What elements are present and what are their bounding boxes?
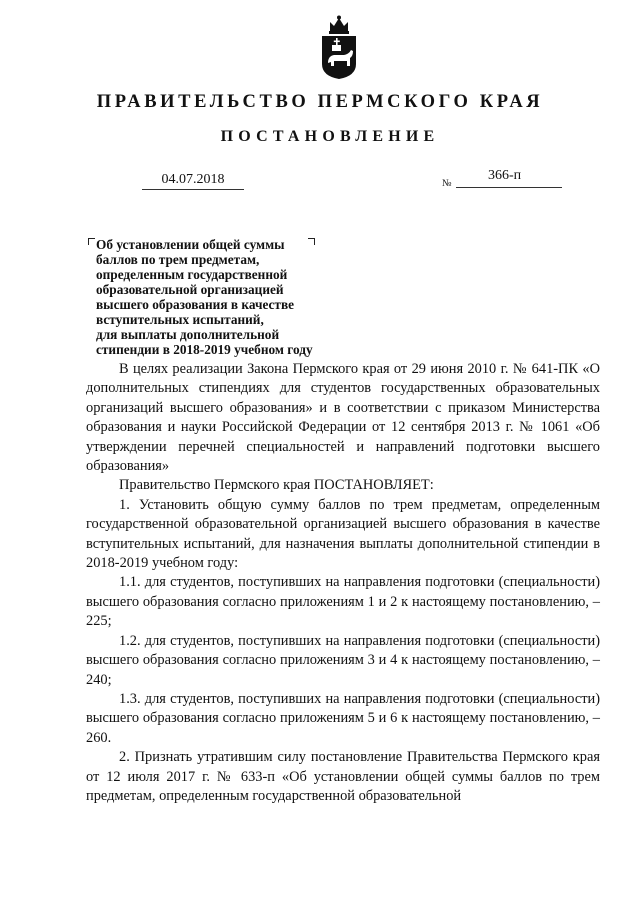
body-paragraph: 1. Установить общую сумму баллов по трем предметам, определенным государственной образовательной организацией высшего образования в качестве вступительных испытаний, для назначения выплаты дополнительной стипендии в 2018-2019 учебном году: [86, 496, 600, 572]
coat-of-arms-icon [318, 14, 360, 80]
subject-line: Об установлении общей суммы [96, 237, 285, 252]
subject-line: стипендии в 2018-2019 учебном году [96, 342, 313, 357]
body-paragraph: 1.2. для студентов, поступивших на направления подготовки (специальности) высшего образования согласно приложениям 3 и 4 к настоящему постановлению, – 240; [86, 632, 600, 688]
document-number: 366-п [488, 168, 522, 183]
subject-line: высшего образования в качестве [96, 297, 295, 312]
subject-line: образовательной организацией [96, 282, 284, 297]
government-title: ПРАВИТЕЛЬСТВО ПЕРМСКОГО КРАЯ [96, 92, 544, 112]
body-paragraph: Правительство Пермского края ПОСТАНОВЛЯЕТ: [119, 477, 434, 494]
body-paragraph: 1.1. для студентов, поступивших на направления подготовки (специальности) высшего образования согласно приложениям 1 и 2 к настоящему постановлению, – 225; [86, 574, 600, 630]
document-subject [96, 237, 358, 357]
body-paragraph: В целях реализации Закона Пермского края от 29 июня 2010 г. № 641-ПК «О дополнительных стипендиях для студентов государственных образовательных организаций высшего образования» и в соответствии с приказом Министерства образования и науки Российской Федерации от 12 сентября 2013 г. № 1061 «Об утверждении перечней специальностей и направлений подготовки высшего образования» [86, 361, 600, 475]
document-body [86, 360, 600, 806]
document-type: ПОСТАНОВЛЕНИЕ [220, 128, 440, 145]
document-date: 04.07.2018 [142, 172, 244, 190]
subject-line: баллов по трем предметам, [96, 252, 260, 267]
subject-line: определенным государственной [96, 267, 288, 282]
body-paragraph: 1.3. для студентов, поступивших на направления подготовки (специальности) высшего образования согласно приложениям 5 и 6 к настоящему постановлению, – 260. [86, 690, 600, 746]
number-sign: № [442, 178, 452, 189]
subject-bracket-left [88, 238, 95, 245]
number-underline [456, 187, 562, 188]
subject-line: вступительных испытаний, [96, 312, 264, 327]
body-paragraph: 2. Признать утратившим силу постановление Правительства Пермского края от 12 июля 2017 г. № 633-п «Об установлении общей суммы баллов по трем предметам, определенным государственной образовательной [86, 749, 600, 804]
subject-line: для выплаты дополнительной [96, 327, 280, 342]
